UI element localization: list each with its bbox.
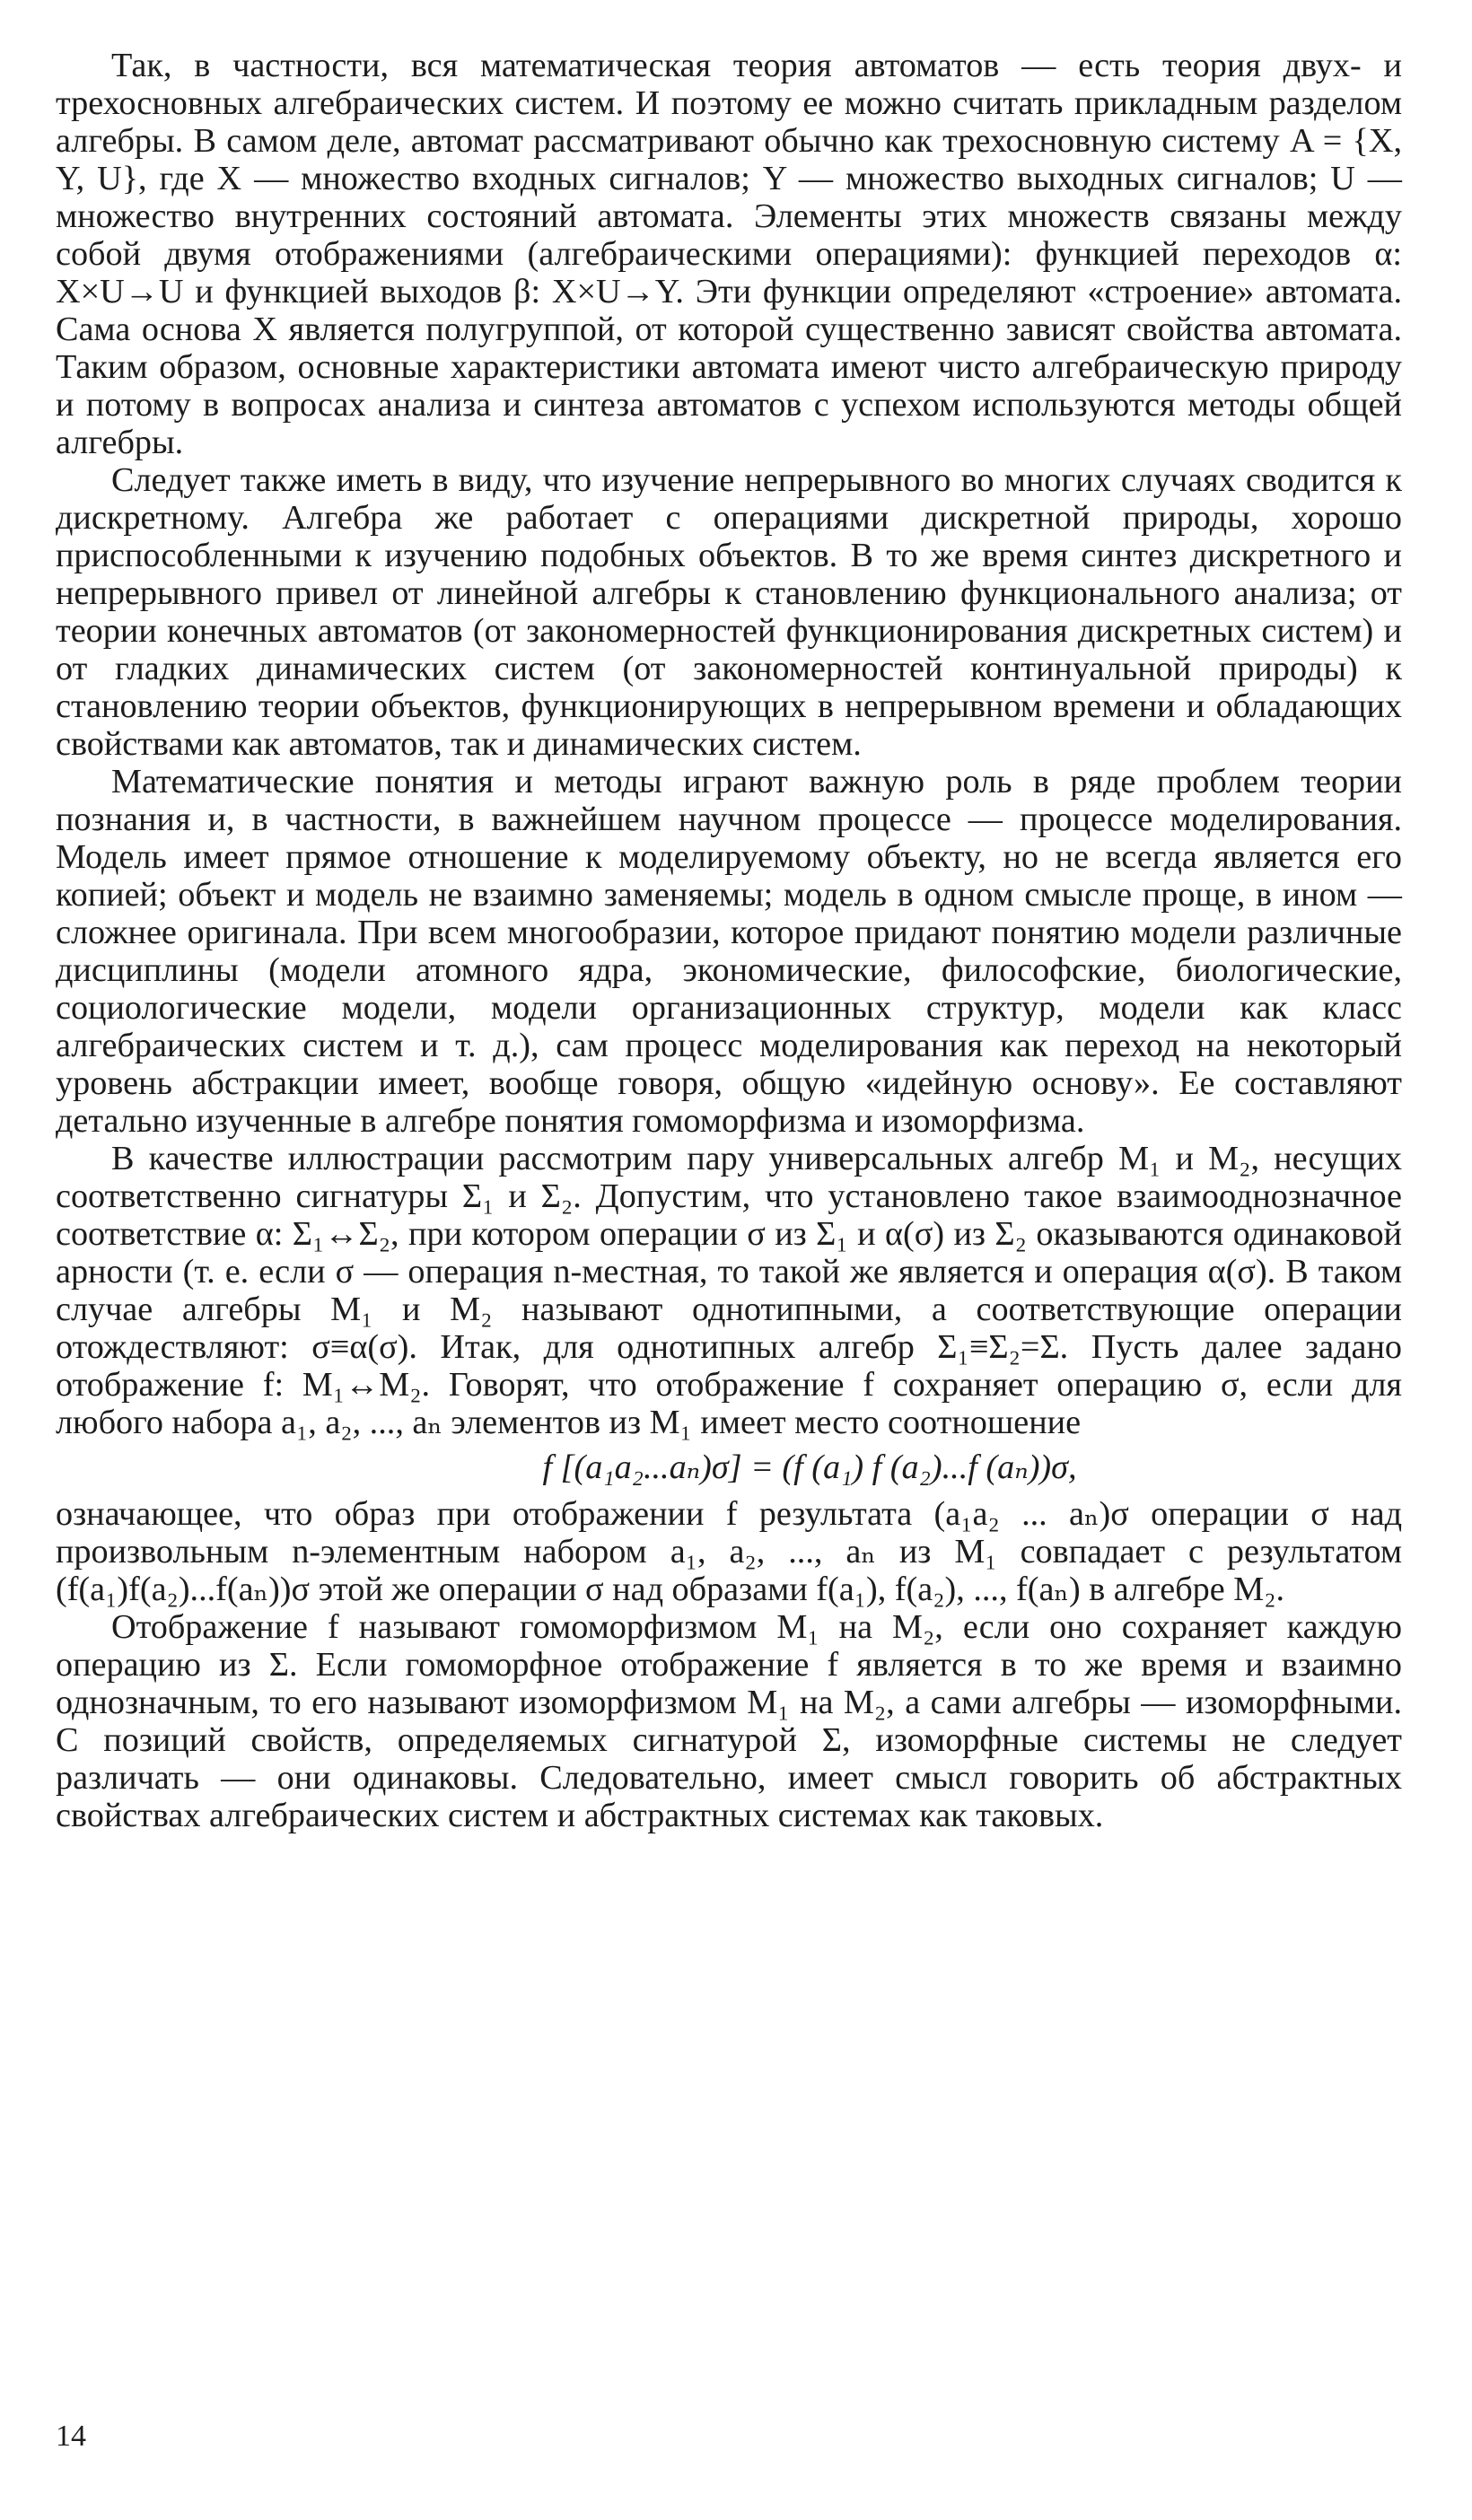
document-page	[56, 47, 1402, 1834]
page-number: 14	[56, 2419, 86, 2453]
paragraph-formula-explanation: означающее, что образ при отображении f результата (a₁a₂ ... aₙ)σ операции σ над произвольным n-элементным набором a₁, a₂, ..., aₙ из M₁ совпадает с результатом (f(a₁)f(a₂)...f(aₙ))σ этой же операции σ над образами f(a₁), f(a₂), ..., f(aₙ) в алгебре M₂.	[56, 1495, 1402, 1608]
paragraph-automata-theory: Так, в частности, вся математическая теория автоматов — есть теория двух- и трехосновных алгебраических систем. И поэтому ее можно считать прикладным разделом алгебры. В самом деле, автомат рассматривают обычно как трехосновную систему A = {X, Y, U}, где X — множество входных сигналов; Y — множество выходных сигналов; U — множество внутренних состояний автомата. Элементы этих множеств связаны между собой двумя отображениями (алгебраическими операциями): функцией переходов α: X×U→U и функцией выходов β: X×U→Y. Эти функции определяют «строение» автомата. Сама основа X является полугруппой, от которой существенно зависят свойства автомата. Таким образом, основные характеристики автомата имеют чисто алгебраическую природу и потому в вопросах анализа и синтеза автоматов с успехом используются методы общей алгебры.	[56, 47, 1402, 461]
paragraph-universal-algebras: В качестве иллюстрации рассмотрим пару универсальных алгебр M₁ и M₂, несущих соответственно сигнатуры Σ₁ и Σ₂. Допустим, что установлено такое взаимооднозначное соответствие α: Σ₁↔Σ₂, при котором операции σ из Σ₁ и α(σ) из Σ₂ оказываются одинаковой арности (т. е. если σ — операция n-местная, то такой же является и операция α(σ). В таком случае алгебры M₁ и M₂ называют однотипными, а соответствующие операции отождествляют: σ≡α(σ). Итак, для однотипных алгебр Σ₁≡Σ₂=Σ. Пусть далее задано отображение f: M₁↔M₂. Говорят, что отображение f сохраняет операцию σ, если для любого набора a₁, a₂, ..., aₙ элементов из M₁ имеет место соотношение	[56, 1140, 1402, 1441]
paragraph-homomorphism-definition: Отображение f называют гомоморфизмом M₁ на M₂, если оно сохраняет каждую операцию из Σ. Если гомоморфное отображение f является в то же время и взаимно однозначным, то его называют изоморфизмом M₁ на M₂, а сами алгебры — изоморфными. С позиций свойств, определяемых сигнатурой Σ, изоморфные системы не следует различать — они одинаковы. Следовательно, имеет смысл говорить об абстрактных свойствах алгебраических систем и абстрактных системах как таковых.	[56, 1608, 1402, 1834]
paragraph-discrete-continuous: Следует также иметь в виду, что изучение непрерывного во многих случаях сводится к дискретному. Алгебра же работает с операциями дискретной природы, хорошо приспособленными к изучению подобных объектов. В то же время синтез дискретного и непрерывного привел от линейной алгебры к становлению функционального анализа; от теории конечных автоматов (от закономерностей функционирования дискретных систем) и от гладких динамических систем (от закономерностей континуальной природы) к становлению теории объектов, функционирующих в непрерывном времени и обладающих свойствами как автоматов, так и динамических систем.	[56, 461, 1402, 763]
paragraph-modeling: Математические понятия и методы играют важную роль в ряде проблем теории познания и, в частности, в важнейшем научном процессе — процессе моделирования. Модель имеет прямое отношение к моделируемому объекту, но не всегда является его копией; объект и модель не взаимно заменяемы; модель в одном смысле проще, в ином — сложнее оригинала. При всем многообразии, которое придают понятию модели различные дисциплины (модели атомного ядра, экономические, философские, биологические, социологические модели, модели организационных структур, модели как класс алгебраических систем и т. д.), сам процесс моделирования как переход на некоторый уровень абстракции имеет, вообще говоря, общую «идейную основу». Ее составляют детально изученные в алгебре понятия гомоморфизма и изоморфизма.	[56, 763, 1402, 1140]
homomorphism-formula: f [(a₁a₂...aₙ)σ] = (f (a₁) f (a₂)...f (aₙ))σ,	[542, 1448, 1077, 1486]
